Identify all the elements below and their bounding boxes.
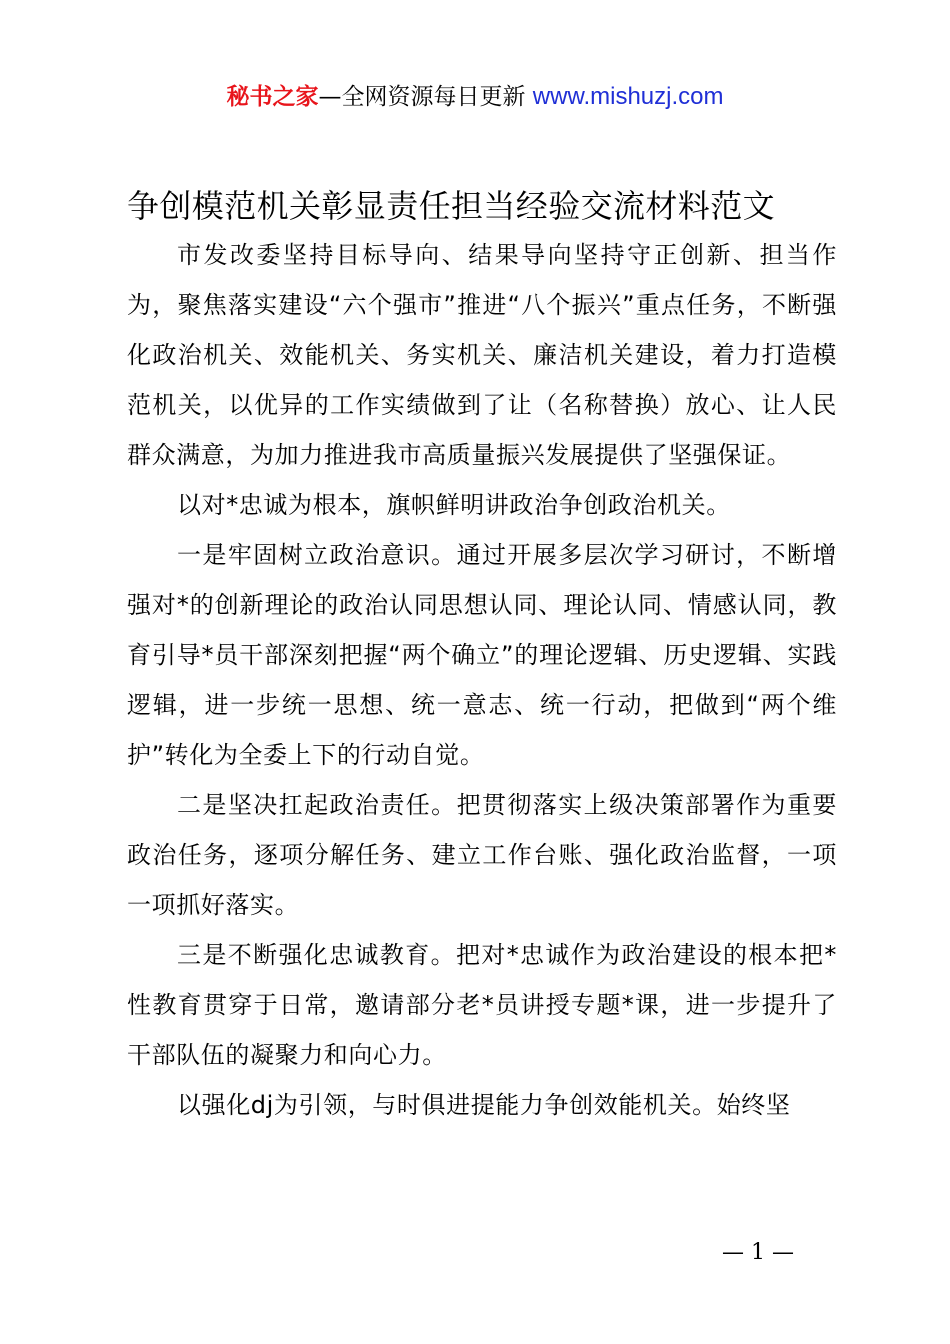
- site-header: [0, 80, 950, 114]
- paragraph-section-heading-2: 以强化dj为引领，与时俱进提能力争创效能机关。始终坚: [177, 1091, 791, 1119]
- site-brand: 秘书之家: [226, 84, 319, 110]
- paragraph-point-2: 二是坚决扛起政治责任。把贯彻落实上级决策部署作为重要政治任务，逐项分解任务、建立工作台账、强化政治监督，一项一项抓好落实。: [127, 791, 837, 919]
- site-url[interactable]: www.mishuzj.com: [532, 83, 724, 110]
- site-tagline: —全网资源每日更新: [318, 84, 533, 110]
- document-body: [127, 230, 837, 1130]
- paragraph-section-heading-1: 以对*忠诚为根本，旗帜鲜明讲政治争创政治机关。: [177, 491, 731, 519]
- paragraph-point-1: 一是牢固树立政治意识。通过开展多层次学习研讨，不断增强对*的创新理论的政治认同思想认同、理论认同、情感认同，教育引导*员干部深刻把握“两个确立”的理论逻辑、历史逻辑、实践逻辑，进一步统一思想、统一意志、统一行动，把做到“两个维护”转化为全委上下的行动自觉。: [127, 541, 837, 769]
- page-number: — 1 —: [722, 1240, 794, 1265]
- paragraph-intro: 市发改委坚持目标导向、结果导向坚持守正创新、担当作为，聚焦落实建设“六个强市”推进“八个振兴”重点任务，不断强化政治机关、效能机关、务实机关、廉洁机关建设，着力打造模范机关，以优异的工作实绩做到了让（名称替换）放心、让人民群众满意，为加力推进我市高质量振兴发展提供了坚强保证。: [127, 241, 837, 469]
- document-title: 争创模范机关彰显责任担当经验交流材料范文: [127, 187, 776, 225]
- paragraph-point-3: 三是不断强化忠诚教育。把对*忠诚作为政治建设的根本把*性教育贯穿于日常，邀请部分老*员讲授专题*课，进一步提升了干部队伍的凝聚力和向心力。: [127, 941, 837, 1069]
